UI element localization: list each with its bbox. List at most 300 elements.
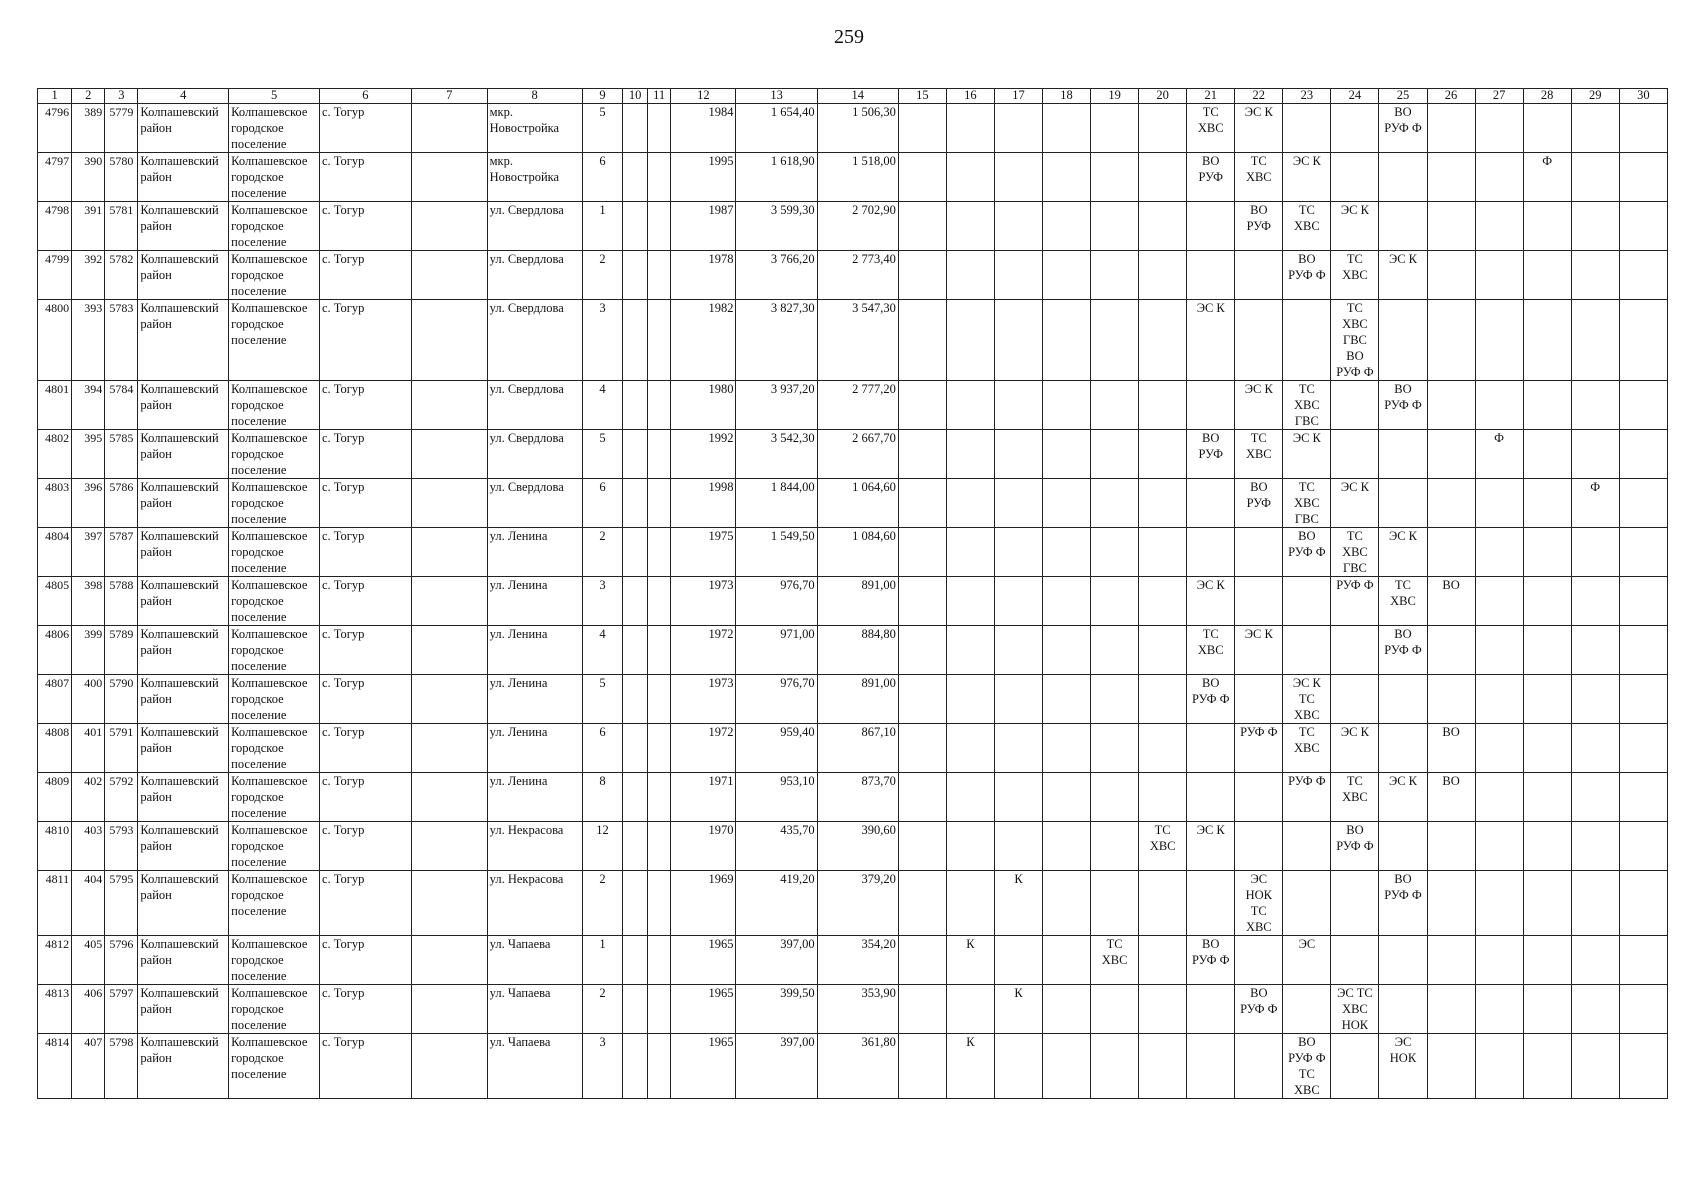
cell-col-11: [647, 202, 670, 251]
cell-col-16: [946, 202, 994, 251]
table-row: [38, 871, 1668, 936]
cell-col-19: [1091, 381, 1139, 430]
cell-col-5: Колпашевское городское поселение: [229, 300, 320, 381]
cell-col-27: [1475, 577, 1523, 626]
cell-col-28: [1523, 251, 1571, 300]
cell-col-22: ВО РУФ: [1235, 479, 1283, 528]
cell-col-7: [411, 251, 487, 300]
cell-col-25: [1379, 985, 1427, 1034]
cell-col-10: [623, 871, 648, 936]
table-row: [38, 724, 1668, 773]
cell-col-26: ВО: [1427, 724, 1475, 773]
cell-col-30: [1619, 724, 1667, 773]
cell-col-14: 1 518,00: [817, 153, 898, 202]
table-row: [38, 430, 1668, 479]
cell-col-14: 873,70: [817, 773, 898, 822]
cell-col-27: [1475, 153, 1523, 202]
cell-col-10: [623, 985, 648, 1034]
cell-col-29: [1571, 300, 1619, 381]
cell-col-10: [623, 822, 648, 871]
cell-col-14: 891,00: [817, 675, 898, 724]
cell-col-5: Колпашевское городское поселение: [229, 202, 320, 251]
cell-col-20: [1139, 724, 1187, 773]
cell-col-5: Колпашевское городское поселение: [229, 153, 320, 202]
cell-col-8: ул. Чапаева: [487, 936, 582, 985]
cell-col-25: [1379, 822, 1427, 871]
cell-col-4: Колпашевский район: [138, 528, 229, 577]
cell-col-20: [1139, 479, 1187, 528]
cell-col-28: [1523, 675, 1571, 724]
cell-col-29: [1571, 871, 1619, 936]
column-header-24: 24: [1331, 89, 1379, 104]
cell-col-6: с. Тогур: [319, 479, 411, 528]
cell-col-2: 402: [72, 773, 105, 822]
cell-col-25: ЭС К: [1379, 773, 1427, 822]
cell-col-9: 4: [582, 626, 623, 675]
cell-col-15: [898, 251, 946, 300]
cell-col-1: 4805: [38, 577, 72, 626]
cell-col-13: 1 618,90: [736, 153, 817, 202]
cell-col-2: 401: [72, 724, 105, 773]
cell-col-25: [1379, 675, 1427, 724]
cell-col-29: [1571, 202, 1619, 251]
cell-col-22: РУФ Ф: [1235, 724, 1283, 773]
cell-col-25: [1379, 430, 1427, 479]
cell-col-9: 2: [582, 871, 623, 936]
cell-col-16: [946, 626, 994, 675]
cell-col-13: 397,00: [736, 1034, 817, 1099]
cell-col-22: ТС ХВС: [1235, 430, 1283, 479]
cell-col-13: 1 654,40: [736, 104, 817, 153]
cell-col-30: [1619, 822, 1667, 871]
cell-col-12: 1965: [671, 985, 736, 1034]
cell-col-21: [1187, 985, 1235, 1034]
cell-col-1: 4811: [38, 871, 72, 936]
cell-col-5: Колпашевское городское поселение: [229, 430, 320, 479]
cell-col-5: Колпашевское городское поселение: [229, 528, 320, 577]
cell-col-23: ЭС К ТС ХВС: [1283, 675, 1331, 724]
cell-col-5: Колпашевское городское поселение: [229, 773, 320, 822]
cell-col-25: [1379, 936, 1427, 985]
cell-col-5: Колпашевское городское поселение: [229, 724, 320, 773]
cell-col-9: 6: [582, 479, 623, 528]
cell-col-22: [1235, 773, 1283, 822]
cell-col-24: [1331, 626, 1379, 675]
cell-col-16: [946, 251, 994, 300]
cell-col-12: 1972: [671, 724, 736, 773]
cell-col-18: [1043, 773, 1091, 822]
cell-col-7: [411, 1034, 487, 1099]
column-header-1: 1: [38, 89, 72, 104]
table-row: [38, 577, 1668, 626]
cell-col-25: [1379, 300, 1427, 381]
cell-col-28: [1523, 577, 1571, 626]
cell-col-26: ВО: [1427, 773, 1475, 822]
cell-col-6: с. Тогур: [319, 822, 411, 871]
cell-col-16: [946, 675, 994, 724]
cell-col-7: [411, 724, 487, 773]
column-header-27: 27: [1475, 89, 1523, 104]
cell-col-6: с. Тогур: [319, 871, 411, 936]
cell-col-19: [1091, 300, 1139, 381]
table-row: [38, 1034, 1668, 1099]
cell-col-13: 3 827,30: [736, 300, 817, 381]
column-header-8: 8: [487, 89, 582, 104]
cell-col-17: [994, 936, 1042, 985]
cell-col-16: К: [946, 1034, 994, 1099]
table-row: [38, 300, 1668, 381]
cell-col-18: [1043, 300, 1091, 381]
cell-col-23: [1283, 985, 1331, 1034]
cell-col-7: [411, 202, 487, 251]
cell-col-20: [1139, 251, 1187, 300]
cell-col-29: [1571, 985, 1619, 1034]
cell-col-11: [647, 871, 670, 936]
cell-col-29: [1571, 528, 1619, 577]
cell-col-24: ЭС К: [1331, 202, 1379, 251]
cell-col-6: с. Тогур: [319, 985, 411, 1034]
cell-col-12: 1969: [671, 871, 736, 936]
cell-col-4: Колпашевский район: [138, 577, 229, 626]
cell-col-24: ТС ХВС ГВС ВО РУФ Ф: [1331, 300, 1379, 381]
cell-col-22: ТС ХВС: [1235, 153, 1283, 202]
cell-col-16: [946, 577, 994, 626]
cell-col-26: [1427, 251, 1475, 300]
cell-col-27: [1475, 871, 1523, 936]
cell-col-24: ЭС К: [1331, 479, 1379, 528]
cell-col-18: [1043, 104, 1091, 153]
table-row: [38, 822, 1668, 871]
cell-col-18: [1043, 675, 1091, 724]
cell-col-2: 403: [72, 822, 105, 871]
cell-col-28: [1523, 479, 1571, 528]
cell-col-30: [1619, 773, 1667, 822]
cell-col-17: [994, 528, 1042, 577]
cell-col-2: 390: [72, 153, 105, 202]
cell-col-7: [411, 936, 487, 985]
cell-col-11: [647, 528, 670, 577]
cell-col-29: [1571, 577, 1619, 626]
cell-col-3: 5793: [105, 822, 138, 871]
cell-col-27: [1475, 822, 1523, 871]
cell-col-26: [1427, 528, 1475, 577]
cell-col-5: Колпашевское городское поселение: [229, 381, 320, 430]
cell-col-7: [411, 626, 487, 675]
cell-col-21: [1187, 528, 1235, 577]
cell-col-22: [1235, 1034, 1283, 1099]
cell-col-9: 1: [582, 936, 623, 985]
cell-col-15: [898, 381, 946, 430]
cell-col-11: [647, 251, 670, 300]
column-header-14: 14: [817, 89, 898, 104]
cell-col-16: [946, 104, 994, 153]
cell-col-12: 1965: [671, 1034, 736, 1099]
cell-col-7: [411, 381, 487, 430]
cell-col-6: с. Тогур: [319, 430, 411, 479]
cell-col-24: ТС ХВС: [1331, 251, 1379, 300]
cell-col-12: 1984: [671, 104, 736, 153]
cell-col-17: [994, 153, 1042, 202]
cell-col-18: [1043, 381, 1091, 430]
cell-col-13: 3 766,20: [736, 251, 817, 300]
cell-col-25: ЭС К: [1379, 251, 1427, 300]
cell-col-7: [411, 153, 487, 202]
column-header-4: 4: [138, 89, 229, 104]
cell-col-29: [1571, 104, 1619, 153]
cell-col-10: [623, 936, 648, 985]
cell-col-22: ВО РУФ: [1235, 202, 1283, 251]
table-row: [38, 104, 1668, 153]
cell-col-28: [1523, 626, 1571, 675]
cell-col-28: [1523, 104, 1571, 153]
cell-col-27: [1475, 300, 1523, 381]
cell-col-7: [411, 822, 487, 871]
cell-col-8: ул. Свердлова: [487, 300, 582, 381]
cell-col-2: 404: [72, 871, 105, 936]
cell-col-20: [1139, 381, 1187, 430]
cell-col-8: ул. Ленина: [487, 626, 582, 675]
cell-col-30: [1619, 675, 1667, 724]
cell-col-14: 2 702,90: [817, 202, 898, 251]
cell-col-25: ВО РУФ Ф: [1379, 871, 1427, 936]
cell-col-12: 1970: [671, 822, 736, 871]
cell-col-23: ЭС К: [1283, 153, 1331, 202]
cell-col-18: [1043, 724, 1091, 773]
cell-col-11: [647, 153, 670, 202]
cell-col-4: Колпашевский район: [138, 1034, 229, 1099]
cell-col-26: [1427, 430, 1475, 479]
cell-col-8: ул. Чапаева: [487, 985, 582, 1034]
cell-col-1: 4812: [38, 936, 72, 985]
cell-col-10: [623, 773, 648, 822]
cell-col-15: [898, 822, 946, 871]
cell-col-10: [623, 202, 648, 251]
cell-col-23: [1283, 300, 1331, 381]
column-header-21: 21: [1187, 89, 1235, 104]
cell-col-8: ул. Ленина: [487, 577, 582, 626]
cell-col-29: [1571, 381, 1619, 430]
cell-col-23: ВО РУФ Ф: [1283, 528, 1331, 577]
cell-col-15: [898, 675, 946, 724]
cell-col-28: [1523, 528, 1571, 577]
cell-col-3: 5789: [105, 626, 138, 675]
cell-col-21: ВО РУФ Ф: [1187, 936, 1235, 985]
cell-col-11: [647, 773, 670, 822]
column-header-29: 29: [1571, 89, 1619, 104]
cell-col-6: с. Тогур: [319, 381, 411, 430]
cell-col-16: [946, 773, 994, 822]
cell-col-2: 400: [72, 675, 105, 724]
table-row: [38, 528, 1668, 577]
cell-col-2: 397: [72, 528, 105, 577]
cell-col-24: [1331, 153, 1379, 202]
cell-col-17: [994, 577, 1042, 626]
cell-col-9: 1: [582, 202, 623, 251]
cell-col-13: 3 937,20: [736, 381, 817, 430]
cell-col-6: с. Тогур: [319, 202, 411, 251]
cell-col-29: [1571, 936, 1619, 985]
cell-col-23: [1283, 822, 1331, 871]
cell-col-21: ВО РУФ: [1187, 430, 1235, 479]
cell-col-4: Колпашевский район: [138, 773, 229, 822]
cell-col-14: 884,80: [817, 626, 898, 675]
cell-col-3: 5795: [105, 871, 138, 936]
cell-col-5: Колпашевское городское поселение: [229, 104, 320, 153]
cell-col-30: [1619, 528, 1667, 577]
cell-col-19: [1091, 724, 1139, 773]
cell-col-13: 1 844,00: [736, 479, 817, 528]
cell-col-12: 1995: [671, 153, 736, 202]
cell-col-24: [1331, 675, 1379, 724]
cell-col-11: [647, 822, 670, 871]
cell-col-6: с. Тогур: [319, 153, 411, 202]
cell-col-28: [1523, 300, 1571, 381]
cell-col-18: [1043, 871, 1091, 936]
cell-col-3: 5791: [105, 724, 138, 773]
cell-col-15: [898, 936, 946, 985]
cell-col-16: [946, 381, 994, 430]
cell-col-6: с. Тогур: [319, 936, 411, 985]
column-header-26: 26: [1427, 89, 1475, 104]
cell-col-30: [1619, 985, 1667, 1034]
column-header-11: 11: [647, 89, 670, 104]
cell-col-26: [1427, 871, 1475, 936]
cell-col-26: [1427, 479, 1475, 528]
cell-col-14: 2 773,40: [817, 251, 898, 300]
cell-col-3: 5786: [105, 479, 138, 528]
cell-col-22: [1235, 577, 1283, 626]
cell-col-8: ул. Некрасова: [487, 871, 582, 936]
cell-col-5: Колпашевское городское поселение: [229, 626, 320, 675]
cell-col-15: [898, 430, 946, 479]
cell-col-20: [1139, 300, 1187, 381]
cell-col-14: 1 064,60: [817, 479, 898, 528]
cell-col-26: [1427, 936, 1475, 985]
cell-col-5: Колпашевское городское поселение: [229, 577, 320, 626]
cell-col-18: [1043, 822, 1091, 871]
cell-col-21: [1187, 202, 1235, 251]
cell-col-10: [623, 104, 648, 153]
cell-col-6: с. Тогур: [319, 675, 411, 724]
cell-col-23: РУФ Ф: [1283, 773, 1331, 822]
cell-col-16: [946, 300, 994, 381]
cell-col-20: [1139, 675, 1187, 724]
cell-col-20: [1139, 1034, 1187, 1099]
cell-col-28: [1523, 724, 1571, 773]
cell-col-26: [1427, 1034, 1475, 1099]
cell-col-22: [1235, 528, 1283, 577]
cell-col-24: ЭС ТС ХВС НОК: [1331, 985, 1379, 1034]
cell-col-3: 5796: [105, 936, 138, 985]
cell-col-17: [994, 381, 1042, 430]
cell-col-20: [1139, 104, 1187, 153]
cell-col-13: 953,10: [736, 773, 817, 822]
table-row: [38, 479, 1668, 528]
cell-col-20: ТС ХВС: [1139, 822, 1187, 871]
cell-col-27: [1475, 724, 1523, 773]
cell-col-2: 389: [72, 104, 105, 153]
cell-col-15: [898, 300, 946, 381]
cell-col-1: 4800: [38, 300, 72, 381]
cell-col-16: [946, 724, 994, 773]
cell-col-12: 1992: [671, 430, 736, 479]
cell-col-27: Ф: [1475, 430, 1523, 479]
cell-col-25: ЭС НОК: [1379, 1034, 1427, 1099]
cell-col-6: с. Тогур: [319, 577, 411, 626]
cell-col-28: [1523, 381, 1571, 430]
cell-col-19: [1091, 528, 1139, 577]
cell-col-27: [1475, 381, 1523, 430]
cell-col-8: ул. Ленина: [487, 528, 582, 577]
cell-col-2: 395: [72, 430, 105, 479]
cell-col-30: [1619, 104, 1667, 153]
cell-col-4: Колпашевский район: [138, 479, 229, 528]
cell-col-30: [1619, 577, 1667, 626]
cell-col-1: 4802: [38, 430, 72, 479]
cell-col-19: [1091, 675, 1139, 724]
cell-col-8: ул. Свердлова: [487, 202, 582, 251]
cell-col-10: [623, 300, 648, 381]
cell-col-7: [411, 675, 487, 724]
cell-col-11: [647, 430, 670, 479]
cell-col-30: [1619, 479, 1667, 528]
cell-col-27: [1475, 936, 1523, 985]
cell-col-21: ВО РУФ: [1187, 153, 1235, 202]
cell-col-6: с. Тогур: [319, 626, 411, 675]
column-header-28: 28: [1523, 89, 1571, 104]
cell-col-3: 5797: [105, 985, 138, 1034]
cell-col-30: [1619, 300, 1667, 381]
column-header-25: 25: [1379, 89, 1427, 104]
column-number-row: [38, 89, 1668, 104]
cell-col-18: [1043, 985, 1091, 1034]
cell-col-9: 2: [582, 251, 623, 300]
cell-col-22: [1235, 822, 1283, 871]
cell-col-10: [623, 479, 648, 528]
cell-col-22: ЭС К: [1235, 104, 1283, 153]
cell-col-29: [1571, 822, 1619, 871]
cell-col-10: [623, 577, 648, 626]
cell-col-12: 1973: [671, 577, 736, 626]
cell-col-25: [1379, 724, 1427, 773]
cell-col-14: 353,90: [817, 985, 898, 1034]
cell-col-20: [1139, 936, 1187, 985]
cell-col-21: ЭС К: [1187, 300, 1235, 381]
cell-col-4: Колпашевский район: [138, 985, 229, 1034]
cell-col-25: [1379, 479, 1427, 528]
cell-col-14: 1 506,30: [817, 104, 898, 153]
cell-col-22: [1235, 300, 1283, 381]
column-header-13: 13: [736, 89, 817, 104]
cell-col-13: 3 599,30: [736, 202, 817, 251]
cell-col-19: [1091, 430, 1139, 479]
cell-col-22: [1235, 251, 1283, 300]
cell-col-12: 1987: [671, 202, 736, 251]
cell-col-12: 1980: [671, 381, 736, 430]
cell-col-18: [1043, 1034, 1091, 1099]
cell-col-23: ТС ХВС ГВС: [1283, 479, 1331, 528]
cell-col-21: ТС ХВС: [1187, 104, 1235, 153]
cell-col-5: Колпашевское городское поселение: [229, 1034, 320, 1099]
cell-col-9: 12: [582, 822, 623, 871]
column-header-18: 18: [1043, 89, 1091, 104]
cell-col-19: [1091, 822, 1139, 871]
cell-col-5: Колпашевское городское поселение: [229, 822, 320, 871]
cell-col-29: [1571, 430, 1619, 479]
cell-col-2: 392: [72, 251, 105, 300]
cell-col-3: 5792: [105, 773, 138, 822]
registry-table: [37, 88, 1668, 1099]
